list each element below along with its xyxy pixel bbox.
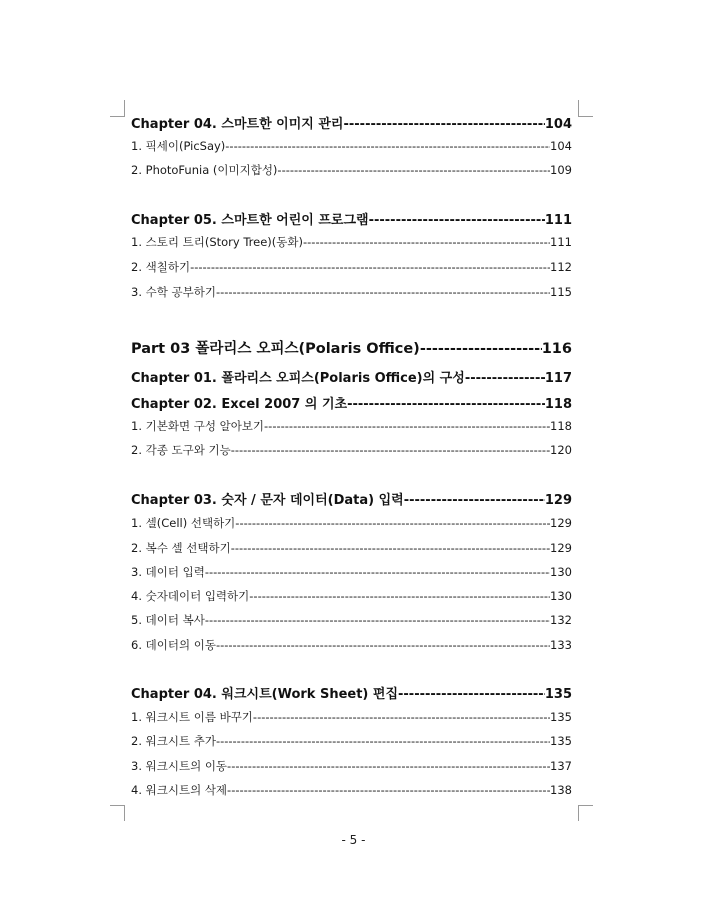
crop-mark-bottom-left <box>124 805 125 821</box>
toc-item: 2. PhotoFunia (이미지합성) ----- 109 <box>131 162 572 178</box>
toc-item: 3. 수학 공부하기 ----- 115 <box>131 284 572 300</box>
toc-item: 2. 색칠하기 ----- 112 <box>131 259 572 275</box>
toc-chapter: Chapter 02. Excel 2007 의 기초 ----- 118 <box>131 393 572 412</box>
toc-item: 3. 워크시트의 이동 ----- 137 <box>131 758 572 774</box>
toc-chapter: Chapter 03. 숫자 / 문자 데이터(Data) 입력 ----- 129 <box>131 489 572 508</box>
toc-item: 1. 워크시트 이름 바꾸기 ----- 135 <box>131 709 572 725</box>
toc-item: 1. 픽세이(PicSay) ----- 104 <box>131 138 572 154</box>
crop-mark-top-right <box>578 100 579 116</box>
crop-mark-bottom-right <box>578 805 579 821</box>
toc-item: 1. 스토리 트리(Story Tree)(동화) ----- 111 <box>131 234 572 250</box>
toc-item: 4. 워크시트의 삭제 ----- 138 <box>131 782 572 798</box>
toc-item: 2. 워크시트 추가 ----- 135 <box>131 733 572 749</box>
toc-item: 4. 숫자데이터 입력하기 ----- 130 <box>131 588 572 604</box>
toc-item: 3. 데이터 입력 ----- 130 <box>131 564 572 580</box>
toc-chapter: Chapter 04. 스마트한 이미지 관리 ----- 104 <box>131 113 572 132</box>
toc-item: 6. 데이터의 이동 ----- 133 <box>131 637 572 653</box>
toc-chapter: Chapter 01. 폴라리스 오피스(Polaris Office)의 구성 ----- 117 <box>131 367 572 386</box>
toc-item: 1. 셀(Cell) 선택하기 ----- 129 <box>131 515 572 531</box>
toc-item: 1. 기본화면 구성 알아보기 ----- 118 <box>131 418 572 434</box>
toc-item: 2. 각종 도구와 기능 ----- 120 <box>131 442 572 458</box>
crop-mark-bottom-right <box>578 805 593 806</box>
toc-part: Part 03 폴라리스 오피스(Polaris Office) ----- 116 <box>131 337 572 358</box>
toc-chapter: Chapter 04. 워크시트(Work Sheet) 편집 ----- 135 <box>131 683 572 702</box>
toc-chapter: Chapter 05. 스마트한 어린이 프로그램 ----- 111 <box>131 209 572 228</box>
toc-item: 2. 복수 셀 선택하기 ----- 129 <box>131 540 572 556</box>
crop-mark-bottom-left <box>110 805 125 806</box>
page-number: - 5 - <box>341 833 366 847</box>
crop-mark-top-left <box>110 116 125 117</box>
crop-mark-top-left <box>124 100 125 116</box>
toc-item: 5. 데이터 복사 ----- 132 <box>131 612 572 628</box>
crop-mark-top-right <box>578 116 593 117</box>
